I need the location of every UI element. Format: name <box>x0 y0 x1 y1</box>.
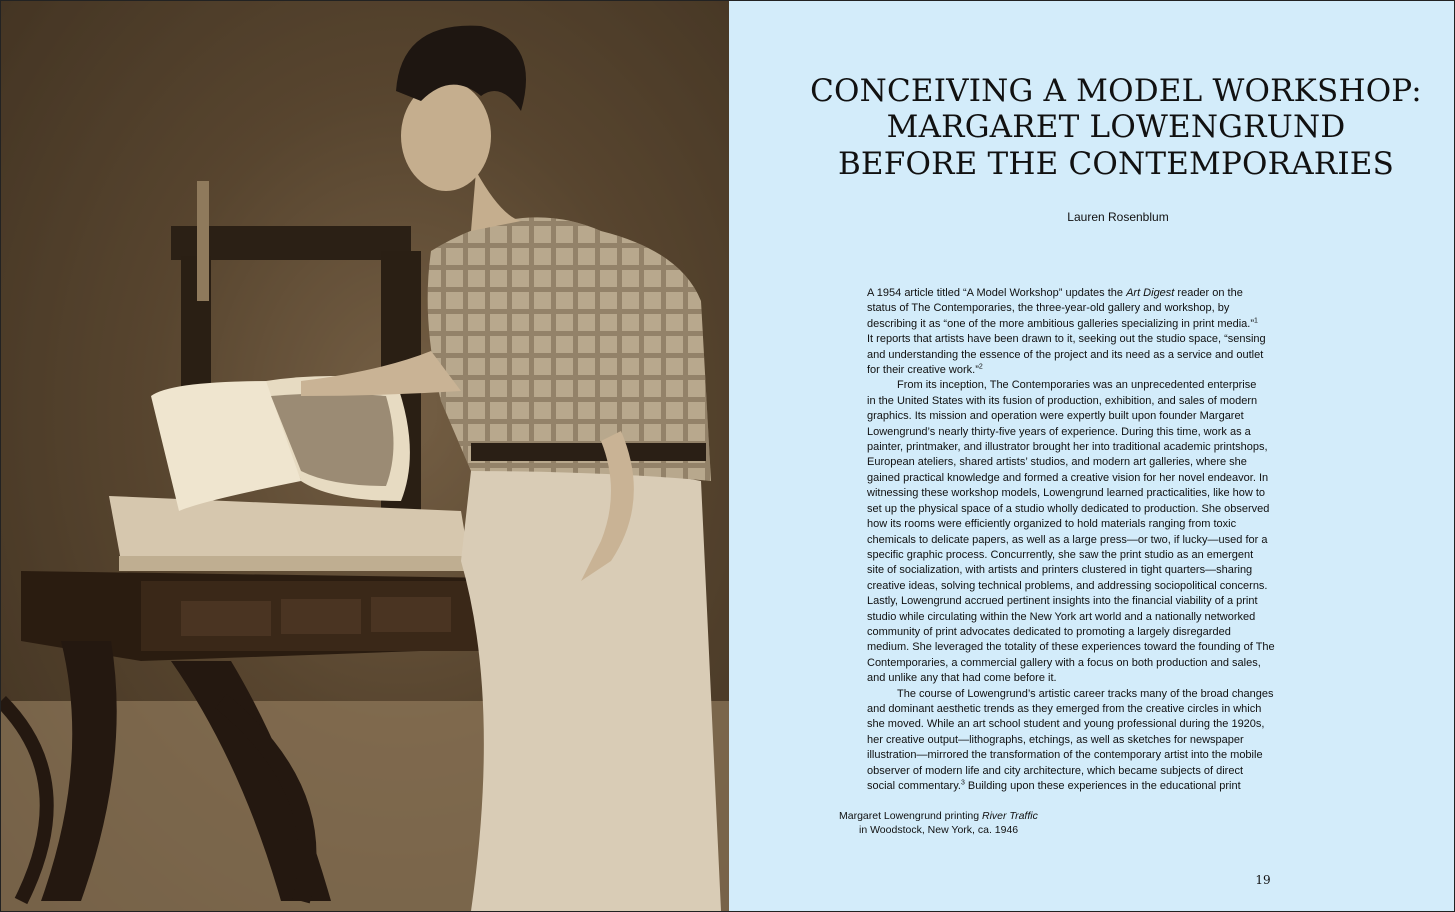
body-text <box>867 286 1347 794</box>
body-line: and unlike any that had come before it. <box>867 672 1057 685</box>
body-line: Lowengrund’s nearly thirty-five years of experience. During this time, work as a <box>867 425 1251 438</box>
footnote-ref: 3 <box>960 779 965 787</box>
author-name: Lauren Rosenblum <box>1067 210 1169 224</box>
body-line: she moved. While an art school student and young professional during the 1920s, <box>867 718 1265 731</box>
body-line: how its rooms were efficiently organized to hold materials ranging from toxic <box>867 518 1237 531</box>
body-line: social commentary.$^3$ Building upon these experiences in the educational print <box>867 779 1241 792</box>
body-line: gained practical knowledge and formed a creative vision for her novel endeavor. In <box>867 471 1269 484</box>
footnote-ref: 1 <box>1254 317 1258 325</box>
chapter-title-line: MARGARET LOWENGRUND <box>886 109 1346 146</box>
footnote-ref: 2 <box>978 363 983 371</box>
chapter-title-line: BEFORE THE CONTEMPORARIES <box>837 145 1395 182</box>
body-line: chemicals to delicate papers, as well as a large press—or two, if lucky—used for a <box>867 533 1268 546</box>
body-line: It reports that artists have been drawn to it, seeking out the studio space, “sensing <box>867 333 1266 346</box>
body-line: studio while circulating within the New York art world and a nationally networked <box>867 610 1256 623</box>
body-line: graphics. Its mission and operation were expertly built upon founder Margaret <box>867 410 1244 423</box>
body-line: and understanding the essence of the project and its need as a service and outlet <box>867 348 1264 361</box>
photograph <box>1 1 729 911</box>
caption-line: Margaret Lowengrund printing River Traffic <box>839 810 1038 822</box>
body-line: and dominant aesthetic trends as they emerged from the creative circles in which <box>867 702 1262 715</box>
body-line: illustration—mirrored the transformation of the contemporary artist into the mobile <box>867 749 1263 762</box>
photo-caption <box>839 809 1079 837</box>
italic-publication: Art Digest <box>1126 287 1175 299</box>
body-line: Lastly, Lowengrund accrued pertinent insights into the financial viability of a print <box>867 595 1258 608</box>
body-line: site of socialization, with artists and printers clustered in tight quarters—sharing <box>867 564 1253 577</box>
body-line: status of The Contemporaries, the three-year-old gallery and workshop, by <box>867 302 1230 315</box>
body-line: European ateliers, shared artists’ studios, and modern art galleries, where she <box>867 456 1247 469</box>
body-line: observer of modern life and city architecture, which became subjects of direct <box>867 764 1244 777</box>
caption-artwork-title: River Traffic <box>982 810 1038 822</box>
body-line: her creative output—lithographs, etchings, as well as sketches for newspaper <box>867 733 1244 746</box>
body-line: in the United States with its fusion of production, exhibition, and sales of modern <box>867 394 1258 407</box>
body-line: Contemporaries, a commercial gallery with a focus on both production and sales, <box>867 656 1261 669</box>
caption-line: in Woodstock, New York, ca. 1946 <box>859 824 1019 836</box>
body-line: painter, printmaker, and illustrator brought her into traditional academic printshops, <box>867 441 1268 454</box>
chapter-title <box>791 73 1441 182</box>
body-line: set up the physical space of a studio wholly dedicated to production. She observed <box>867 502 1270 515</box>
photograph-drawing <box>1 1 729 911</box>
body-line: The course of Lowengrund’s artistic career tracks many of the broad changes <box>897 687 1274 700</box>
body-line: From its inception, The Contemporaries was an unprecedented enterprise <box>897 379 1257 392</box>
body-line: witnessing these workshop models, Lowengrund learned practicalities, like how to <box>867 487 1266 500</box>
body-line: community of print advocates dedicated to promoting a largely disregarded <box>867 625 1231 638</box>
body-line: medium. She leveraged the totality of these experiences toward the founding of The <box>867 641 1275 654</box>
body-line: creative ideas, solving technical problems, and addressing sociopolitical concerns. <box>867 579 1268 592</box>
body-line: A 1954 article titled “A Model Workshop” updates the Art Digest reader on the <box>867 287 1243 299</box>
page-number: 19 <box>1255 873 1271 887</box>
body-line: specific graphic process. Concurrently, she saw the print studio as an emergent <box>867 548 1254 561</box>
body-line: describing it as “one of the more ambitious galleries specializing in print media.”$^1$ <box>867 317 1258 330</box>
body-line: for their creative work.”$^2$ <box>867 363 983 377</box>
chapter-title-line: CONCEIVING A MODEL WORKSHOP: <box>810 73 1422 109</box>
